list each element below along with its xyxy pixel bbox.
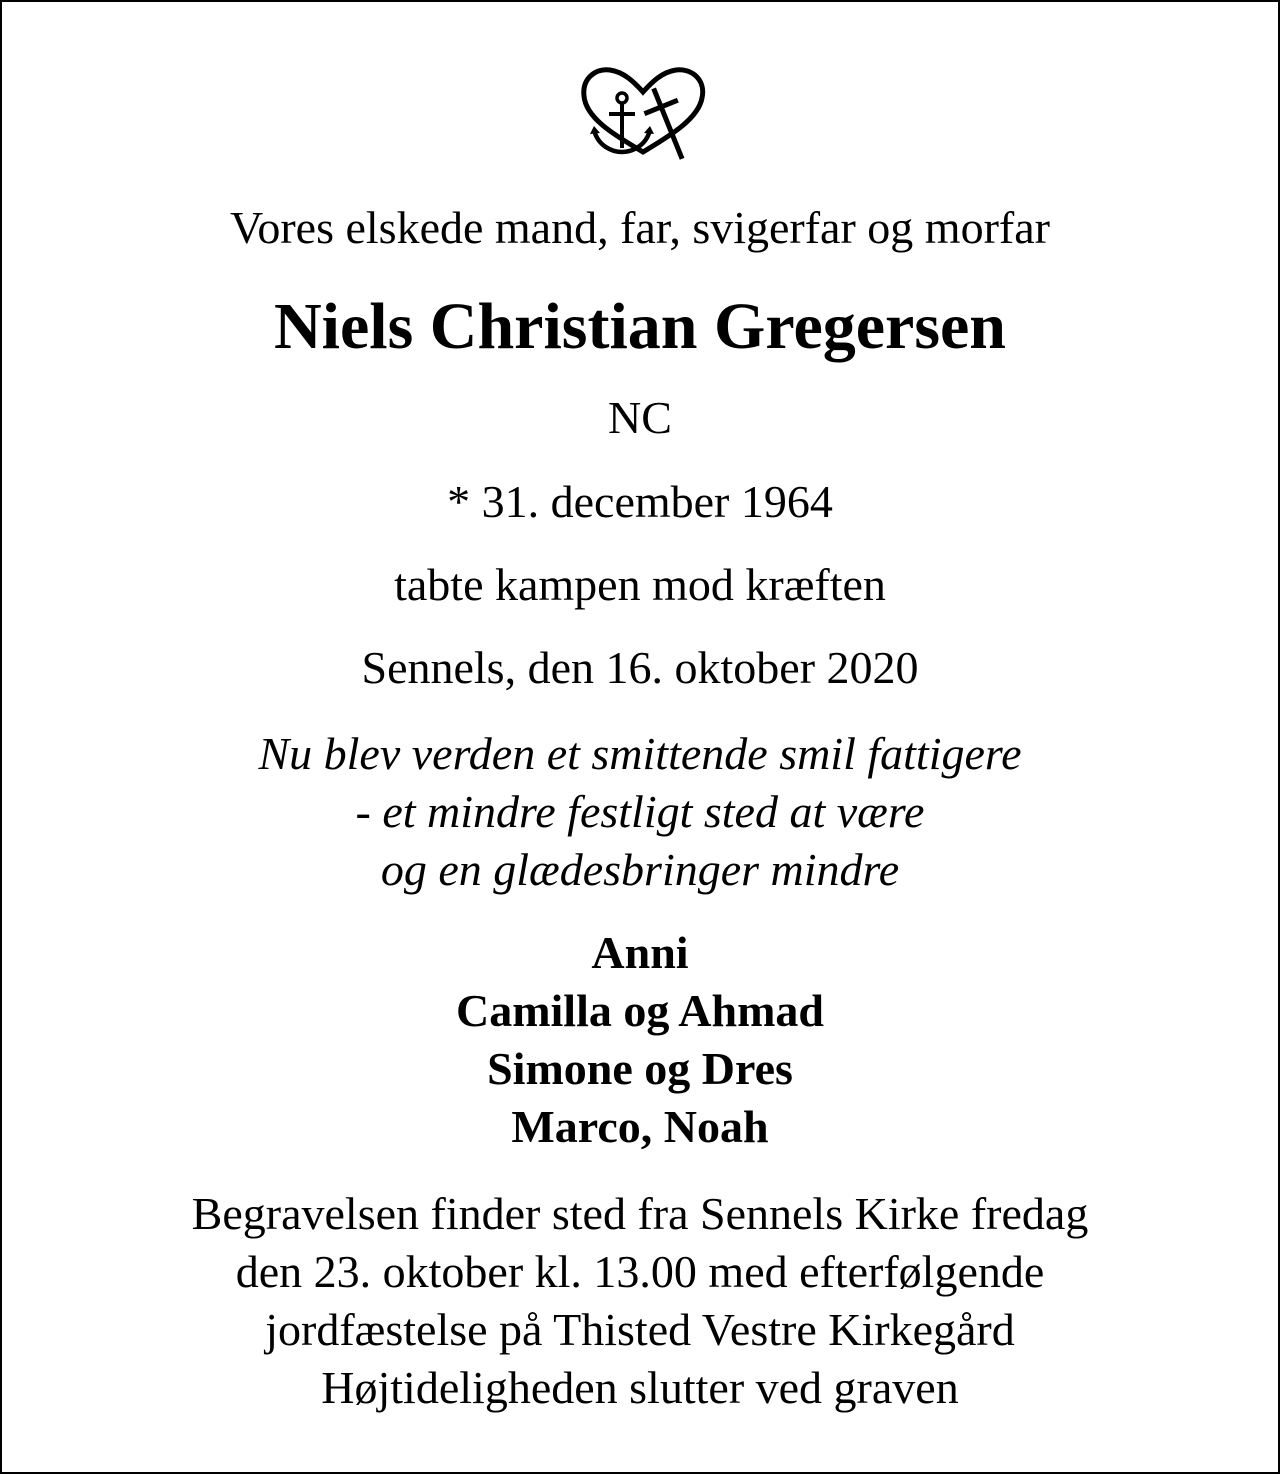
deceased-name: Niels Christian Gregersen: [273, 290, 1007, 363]
family-member: Camilla og Ahmad: [455, 985, 825, 1036]
verse-line: Nu blev verden et smittende smil fattigere: [258, 728, 1022, 779]
memorial-verse: [2, 725, 1278, 899]
family-names: [2, 924, 1278, 1156]
heart-anchor-cross-icon: [576, 64, 710, 164]
funeral-details: [2, 1185, 1278, 1417]
family-member: Simone og Dres: [487, 1043, 793, 1094]
funeral-line: den 23. oktober kl. 13.00 med efterfølgende: [235, 1246, 1045, 1297]
death-place-date: Sennels, den 16. oktober 2020: [361, 642, 919, 693]
funeral-line: Begravelsen finder sted fra Sennels Kirke fredag: [191, 1188, 1089, 1239]
intro-text: Vores elskede mand, far, svigerfar og morfar: [230, 202, 1050, 253]
family-member: Marco, Noah: [511, 1101, 769, 1152]
verse-line: - et mindre festligt sted at være: [355, 786, 925, 837]
birth-date: * 31. december 1964: [447, 476, 833, 527]
funeral-line: jordfæstelse på Thisted Vestre Kirkegård: [265, 1304, 1015, 1355]
cause-text: tabte kampen mod kræften: [394, 559, 886, 610]
verse-line: og en glædesbringer mindre: [380, 844, 900, 895]
nickname: NC: [608, 392, 672, 443]
family-member: Anni: [591, 927, 689, 978]
funeral-line: Højtideligheden slutter ved graven: [321, 1362, 959, 1413]
